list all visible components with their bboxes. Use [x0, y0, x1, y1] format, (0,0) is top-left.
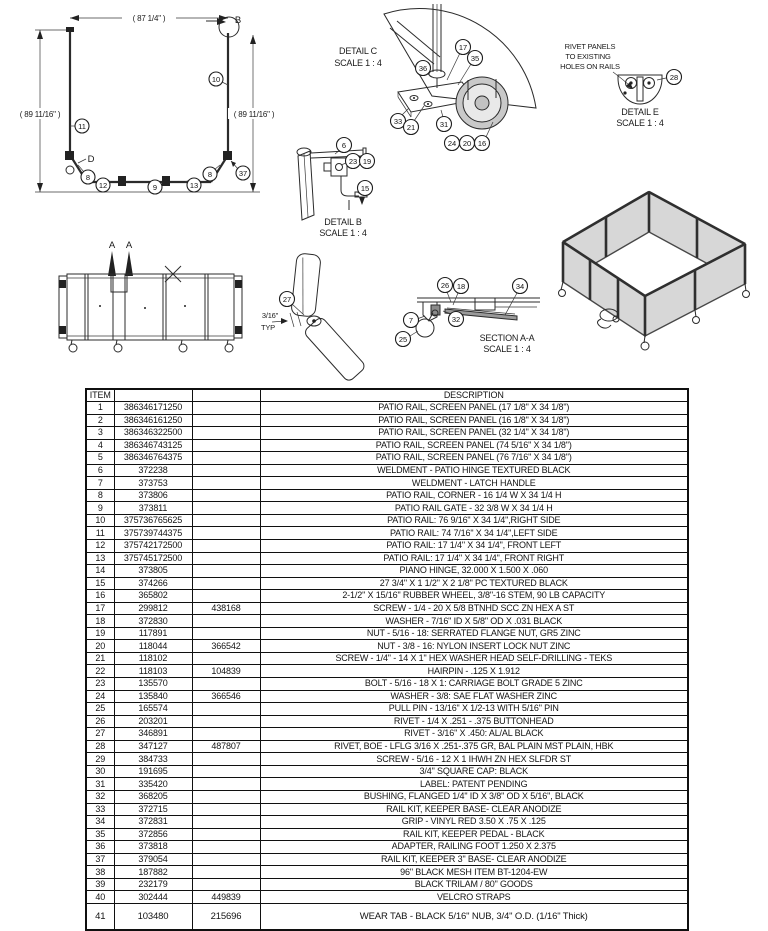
- cell-item: 15: [86, 577, 114, 590]
- cell-part: 165574: [114, 703, 192, 716]
- callout-balloon: [280, 292, 305, 316]
- cell-description: 3/4" SQUARE CAP: BLACK: [260, 765, 688, 778]
- cell-item: 24: [86, 690, 114, 703]
- svg-text:20: 20: [462, 139, 472, 148]
- table-row: [86, 765, 688, 778]
- table-row: [86, 464, 688, 477]
- cell-alt: [192, 502, 260, 515]
- table-row: [86, 715, 688, 728]
- callout-balloon: [505, 279, 528, 316]
- cell-part: 373811: [114, 502, 192, 515]
- cell-part: 187882: [114, 866, 192, 879]
- cell-alt: [192, 540, 260, 553]
- cell-item: 41: [86, 903, 114, 930]
- table-row: [86, 402, 688, 415]
- cell-item: 10: [86, 514, 114, 527]
- cell-description: WASHER - 3/8: SAE FLAT WASHER ZINC: [260, 690, 688, 703]
- cell-description: PATIO RAIL: 17 1/4" X 34 1/4", FRONT LEFT: [260, 540, 688, 553]
- svg-text:17: 17: [458, 43, 468, 52]
- callout-balloon: [341, 154, 375, 169]
- detail-c-drawing: [310, 0, 545, 150]
- cell-part: 368205: [114, 790, 192, 803]
- detail-b-scale: SCALE 1 : 4: [319, 228, 367, 238]
- svg-text:27: 27: [282, 295, 292, 304]
- cell-part: 118103: [114, 665, 192, 678]
- callout-balloon: [203, 165, 220, 181]
- cell-item: 7: [86, 477, 114, 490]
- table-row: [86, 866, 688, 879]
- detail-b-title: DETAIL B: [324, 217, 362, 227]
- table-row: [86, 778, 688, 791]
- cell-alt: [192, 803, 260, 816]
- cell-item: 34: [86, 816, 114, 829]
- parts-table: [85, 388, 689, 931]
- hinge-gap-typ: TYP: [261, 323, 275, 332]
- cell-part: 375739744375: [114, 527, 192, 540]
- cell-alt: [192, 816, 260, 829]
- cell-description: WASHER - 7/16" ID X 5/8" OD X .031 BLACK: [260, 615, 688, 628]
- cell-part: 191695: [114, 765, 192, 778]
- hinge-gap-drawing: [250, 240, 360, 395]
- callout-balloon: [185, 178, 201, 192]
- cell-part: 346891: [114, 728, 192, 741]
- elevation-casters: [69, 340, 233, 352]
- cell-alt: [192, 841, 260, 854]
- cell-description: NUT - 3/8 - 16: NYLON INSERT LOCK NUT ZINC: [260, 640, 688, 653]
- svg-text:33: 33: [393, 117, 403, 126]
- detail-letter-d: D: [87, 154, 95, 165]
- svg-text:24: 24: [447, 139, 457, 148]
- callout-balloon: [447, 40, 471, 81]
- table-row: [86, 728, 688, 741]
- cell-alt: [192, 627, 260, 640]
- detail-d-flag: [78, 154, 95, 165]
- cell-description: ADAPTER, RAILING FOOT 1.250 X 2.375: [260, 841, 688, 854]
- cell-description: PATIO RAIL: 76 9/16" X 34 1/4",RIGHT SIDE: [260, 514, 688, 527]
- cell-part: 374266: [114, 577, 192, 590]
- cell-description: PATIO RAIL GATE - 32 3/8 W X 34 1/4 H: [260, 502, 688, 515]
- callout-balloon: [437, 110, 452, 132]
- cell-alt: [192, 853, 260, 866]
- cell-description: PATIO RAIL, SCREEN PANEL (16 1/8" X 34 1/8"): [260, 414, 688, 427]
- table-row: [86, 652, 688, 665]
- cell-alt: [192, 439, 260, 452]
- table-row: [86, 414, 688, 427]
- cell-description: PATIO RAIL, SCREEN PANEL (32 1/4" X 34 1/8"): [260, 427, 688, 440]
- cell-item: 25: [86, 703, 114, 716]
- svg-text:12: 12: [98, 181, 108, 190]
- svg-text:11: 11: [78, 122, 86, 131]
- table-row: [86, 678, 688, 691]
- table-row: [86, 640, 688, 653]
- cell-item: 16: [86, 590, 114, 603]
- cell-alt: [192, 489, 260, 502]
- cell-alt: 366546: [192, 690, 260, 703]
- detail-e-scale: SCALE 1 : 4: [616, 118, 664, 128]
- cell-item: 20: [86, 640, 114, 653]
- cell-description: PATIO RAIL, SCREEN PANEL (74 5/16" X 34 1/8"): [260, 439, 688, 452]
- cell-item: 30: [86, 765, 114, 778]
- cell-alt: [192, 715, 260, 728]
- cell-description: RAIL KIT, KEEPER PEDAL - BLACK: [260, 828, 688, 841]
- cell-alt: [192, 753, 260, 766]
- svg-text:13: 13: [189, 181, 199, 190]
- plan-view-drawing: [10, 5, 300, 220]
- dim-top-label: ( 87 1/4" ): [132, 14, 166, 23]
- cell-part: 386346161250: [114, 414, 192, 427]
- cell-part: 103480: [114, 903, 192, 930]
- svg-text:37: 37: [238, 169, 248, 178]
- cell-alt: [192, 565, 260, 578]
- isometric-view-drawing: [545, 180, 768, 365]
- cell-part: 373753: [114, 477, 192, 490]
- cell-description: BOLT - 5/16 - 18 X 1: CARRIAGE BOLT GRADE 5 ZINC: [260, 678, 688, 691]
- cell-alt: [192, 402, 260, 415]
- cell-part: 373818: [114, 841, 192, 854]
- cell-item: 37: [86, 853, 114, 866]
- table-header-row: [86, 389, 688, 402]
- cell-part: 203201: [114, 715, 192, 728]
- cell-alt: [192, 652, 260, 665]
- cell-part: 347127: [114, 740, 192, 753]
- cell-part: 117891: [114, 627, 192, 640]
- svg-text:36: 36: [418, 64, 428, 73]
- cell-part: 372238: [114, 464, 192, 477]
- table-row: [86, 853, 688, 866]
- callout-balloon: [396, 331, 419, 347]
- detail-c-scale: SCALE 1 : 4: [334, 58, 382, 68]
- cell-alt: [192, 678, 260, 691]
- cell-item: 9: [86, 502, 114, 515]
- cell-alt: [192, 703, 260, 716]
- cell-description: BLACK TRILAM / 80" GOODS: [260, 878, 688, 891]
- cell-description: BUSHING, FLANGED 1/4" ID X 3/8" OD X 5/16", BLACK: [260, 790, 688, 803]
- cell-alt: 366542: [192, 640, 260, 653]
- cell-description: 2-1/2" X 15/16" RUBBER WHEEL, 3/8"-16 STEM, 90 LB CAPACITY: [260, 590, 688, 603]
- cell-part: 386346322500: [114, 427, 192, 440]
- table-row: [86, 690, 688, 703]
- table-row: [86, 565, 688, 578]
- cell-item: 31: [86, 778, 114, 791]
- plan-dim-left: [13, 30, 68, 192]
- detail-c-parts: [390, 4, 508, 129]
- cell-alt: [192, 577, 260, 590]
- cell-item: 23: [86, 678, 114, 691]
- cell-item: 1: [86, 402, 114, 415]
- cell-item: 38: [86, 866, 114, 879]
- cell-alt: [192, 452, 260, 465]
- drawing-sheet: [0, 0, 768, 388]
- cell-description: PATIO RAIL, SCREEN PANEL (76 7/16" X 34 1/8"): [260, 452, 688, 465]
- table-row: [86, 552, 688, 565]
- cell-description: RAIL KIT, KEEPER BASE- CLEAR ANODIZE: [260, 803, 688, 816]
- table-row: [86, 590, 688, 603]
- plan-dim-right: [228, 35, 281, 192]
- table-row: [86, 803, 688, 816]
- cell-item: 29: [86, 753, 114, 766]
- section-letter-a2: A: [125, 240, 133, 251]
- table-row: [86, 878, 688, 891]
- cell-alt: [192, 477, 260, 490]
- header-part: [114, 389, 192, 402]
- header-description: DESCRIPTION: [260, 389, 688, 402]
- cell-alt: [192, 790, 260, 803]
- cell-description: RIVET, BOE - LFLG 3/16 X .251-.375 GR, BAL PLAIN MST PLAIN, HBK: [260, 740, 688, 753]
- cell-part: 373806: [114, 489, 192, 502]
- iso-walls: [563, 192, 745, 336]
- cell-item: 26: [86, 715, 114, 728]
- table-row: [86, 753, 688, 766]
- svg-text:8: 8: [207, 170, 213, 179]
- table-row: [86, 540, 688, 553]
- cell-description: WELDMENT - LATCH HANDLE: [260, 477, 688, 490]
- svg-text:18: 18: [456, 282, 466, 291]
- section-aa-scale: SCALE 1 : 4: [483, 344, 531, 354]
- cell-description: NUT - 5/16 - 18: SERRATED FLANGE NUT, GR5 ZINC: [260, 627, 688, 640]
- callout-balloon: [231, 161, 250, 180]
- cell-alt: [192, 878, 260, 891]
- cell-alt: [192, 866, 260, 879]
- cell-description: VELCRO STRAPS: [260, 891, 688, 904]
- cell-description: SCREW - 1/4 - 20 X 5/8 BTNHD SCC ZN HEX A ST: [260, 602, 688, 615]
- svg-text:7: 7: [408, 316, 414, 325]
- cell-part: 386346764375: [114, 452, 192, 465]
- cell-description: PATIO RAIL: 74 7/16" X 34 1/4",LEFT SIDE: [260, 527, 688, 540]
- cell-item: 28: [86, 740, 114, 753]
- cell-alt: 449839: [192, 891, 260, 904]
- elevation-frame: [59, 266, 242, 340]
- header-alt: [192, 389, 260, 402]
- svg-text:10: 10: [211, 75, 221, 84]
- section-aa-drawing: [385, 265, 560, 360]
- hinge-gap-value: 3/16": [261, 311, 279, 320]
- table-row: [86, 627, 688, 640]
- hinge-panels: [290, 253, 366, 383]
- cell-item: 17: [86, 602, 114, 615]
- cell-part: 232179: [114, 878, 192, 891]
- cell-item: 14: [86, 565, 114, 578]
- table-row: [86, 439, 688, 452]
- cell-alt: [192, 728, 260, 741]
- detail-e-drawing: [545, 25, 768, 130]
- detail-e-title: DETAIL E: [621, 107, 659, 117]
- cell-alt: [192, 527, 260, 540]
- table-row: [86, 828, 688, 841]
- dim-left-label: ( 89 11/16" ): [19, 110, 61, 119]
- cell-description: LABEL: PATENT PENDING: [260, 778, 688, 791]
- cell-alt: [192, 552, 260, 565]
- cell-item: 36: [86, 841, 114, 854]
- cell-alt: [192, 514, 260, 527]
- callout-balloon: [416, 61, 435, 79]
- svg-text:31: 31: [439, 120, 449, 129]
- svg-text:19: 19: [362, 157, 372, 166]
- cell-alt: 438168: [192, 602, 260, 615]
- cell-alt: [192, 414, 260, 427]
- table-row: [86, 790, 688, 803]
- cell-item: 12: [86, 540, 114, 553]
- cell-part: 372856: [114, 828, 192, 841]
- cell-item: 40: [86, 891, 114, 904]
- callout-balloon: [453, 279, 469, 306]
- detail-e-bracket: [618, 75, 662, 104]
- cell-item: 13: [86, 552, 114, 565]
- detail-c-title: DETAIL C: [339, 46, 377, 56]
- table-row: [86, 891, 688, 904]
- table-row: [86, 527, 688, 540]
- cell-item: 18: [86, 615, 114, 628]
- cell-item: 6: [86, 464, 114, 477]
- cell-item: 33: [86, 803, 114, 816]
- table-row: [86, 841, 688, 854]
- cell-item: 4: [86, 439, 114, 452]
- cell-description: WELDMENT - PATIO HINGE TEXTURED BLACK: [260, 464, 688, 477]
- svg-text:28: 28: [669, 73, 679, 82]
- table-row: [86, 502, 688, 515]
- cell-alt: [192, 590, 260, 603]
- plan-dim-top: [70, 11, 228, 23]
- cell-description: RIVET - 1/4 X .251 - .375 BUTTONHEAD: [260, 715, 688, 728]
- table-row: [86, 577, 688, 590]
- cell-item: 27: [86, 728, 114, 741]
- callout-balloon: [78, 165, 95, 184]
- callout-balloon: [148, 180, 162, 194]
- svg-text:25: 25: [398, 335, 408, 344]
- cell-alt: [192, 778, 260, 791]
- table-row: [86, 665, 688, 678]
- dim-right-label: ( 89 11/16" ): [233, 110, 275, 119]
- cell-part: 135570: [114, 678, 192, 691]
- callout-balloon: [657, 70, 682, 85]
- svg-text:23: 23: [348, 157, 358, 166]
- detail-b-drawing: [285, 130, 480, 240]
- cell-item: 8: [86, 489, 114, 502]
- cell-description: 27 3/4" X 1 1/2" X 2 1/8" PC TEXTURED BLACK: [260, 577, 688, 590]
- table-row: [86, 816, 688, 829]
- table-row: [86, 903, 688, 930]
- table-row: [86, 489, 688, 502]
- cell-description: PATIO RAIL, SCREEN PANEL (17 1/8" X 34 1/8"): [260, 402, 688, 415]
- cell-alt: [192, 615, 260, 628]
- cell-item: 32: [86, 790, 114, 803]
- cell-item: 11: [86, 527, 114, 540]
- table-row: [86, 452, 688, 465]
- rivet-note-line3: HOLES ON RAILS: [560, 62, 620, 71]
- cell-item: 35: [86, 828, 114, 841]
- table-row: [86, 477, 688, 490]
- cell-description: WEAR TAB - BLACK 5/16" NUB, 3/4" O.D. (1/16" Thick): [260, 903, 688, 930]
- svg-text:26: 26: [440, 281, 450, 290]
- cell-description: GRIP - VINYL RED 3.50 X .75 X .125: [260, 816, 688, 829]
- cell-description: SCREW - 1/4" - 14 X 1" HEX WASHER HEAD SELF-DRILLING - TEKS: [260, 652, 688, 665]
- detail-letter-b: B: [234, 15, 242, 26]
- cell-description: PATIO RAIL, CORNER - 16 1/4 W X 34 1/4 H: [260, 489, 688, 502]
- cell-part: 118044: [114, 640, 192, 653]
- callout-balloon: [209, 72, 228, 86]
- cell-part: 375742172500: [114, 540, 192, 553]
- cell-description: RAIL KIT, KEEPER 3" BASE- CLEAR ANODIZE: [260, 853, 688, 866]
- table-row: [86, 615, 688, 628]
- cell-item: 19: [86, 627, 114, 640]
- cell-part: 335420: [114, 778, 192, 791]
- svg-text:6: 6: [341, 141, 347, 150]
- cell-description: RIVET - 3/16" X .450: AL/AL BLACK: [260, 728, 688, 741]
- rivet-note-line2: TO EXISTING: [565, 52, 611, 61]
- cell-alt: [192, 464, 260, 477]
- table-row: [86, 703, 688, 716]
- cell-part: 384733: [114, 753, 192, 766]
- cell-item: 21: [86, 652, 114, 665]
- section-letter-a1: A: [108, 240, 116, 251]
- cell-item: 39: [86, 878, 114, 891]
- table-row: [86, 427, 688, 440]
- cell-part: 375736765625: [114, 514, 192, 527]
- cell-item: 5: [86, 452, 114, 465]
- cell-alt: 104839: [192, 665, 260, 678]
- svg-text:8: 8: [85, 173, 91, 182]
- cell-part: 375745172500: [114, 552, 192, 565]
- cell-alt: 215696: [192, 903, 260, 930]
- cell-description: 96" BLACK MESH ITEM BT-1204-EW: [260, 866, 688, 879]
- svg-text:34: 34: [515, 282, 525, 291]
- cell-description: PULL PIN - 13/16" X 1/2-13 WITH 5/16" PIN: [260, 703, 688, 716]
- cell-description: HAIRPIN - .125 X 1.912: [260, 665, 688, 678]
- cell-part: 372830: [114, 615, 192, 628]
- elevation-view-drawing: [45, 230, 260, 365]
- cell-alt: [192, 828, 260, 841]
- cell-alt: [192, 427, 260, 440]
- cell-part: 372831: [114, 816, 192, 829]
- table-row: [86, 514, 688, 527]
- svg-text:35: 35: [470, 54, 480, 63]
- cell-description: PATIO RAIL: 17 1/4" X 34 1/4", FRONT RIGHT: [260, 552, 688, 565]
- table-row: [86, 602, 688, 615]
- cell-description: SCREW - 5/16 - 12 X 1 IHWH ZN HEX SLFDR ST: [260, 753, 688, 766]
- cell-part: 379054: [114, 853, 192, 866]
- section-aa-title: SECTION A-A: [479, 333, 535, 343]
- header-item: ITEM: [86, 389, 114, 402]
- cell-part: 386346171250: [114, 402, 192, 415]
- cell-description: PIANO HINGE, 32.000 X 1.500 X .060: [260, 565, 688, 578]
- svg-text:32: 32: [451, 315, 461, 324]
- cell-part: 299812: [114, 602, 192, 615]
- callout-balloon: [357, 181, 373, 196]
- callout-balloon: [70, 119, 89, 133]
- svg-text:16: 16: [477, 139, 487, 148]
- cell-item: 22: [86, 665, 114, 678]
- cell-part: 135840: [114, 690, 192, 703]
- cell-alt: [192, 765, 260, 778]
- cell-part: 118102: [114, 652, 192, 665]
- rivet-note-line1: RIVET PANELS: [564, 42, 616, 51]
- callout-balloon: [96, 178, 111, 192]
- svg-text:21: 21: [406, 123, 416, 132]
- cell-item: 2: [86, 414, 114, 427]
- cell-item: 3: [86, 427, 114, 440]
- svg-text:9: 9: [152, 183, 158, 192]
- cell-alt: 487807: [192, 740, 260, 753]
- cell-part: 365802: [114, 590, 192, 603]
- svg-text:15: 15: [360, 184, 370, 193]
- table-row: [86, 740, 688, 753]
- cell-part: 373805: [114, 565, 192, 578]
- cell-part: 386346743125: [114, 439, 192, 452]
- parts-table-body: [86, 402, 688, 930]
- cell-part: 302444: [114, 891, 192, 904]
- section-aa-parts: [416, 298, 540, 337]
- cell-part: 372715: [114, 803, 192, 816]
